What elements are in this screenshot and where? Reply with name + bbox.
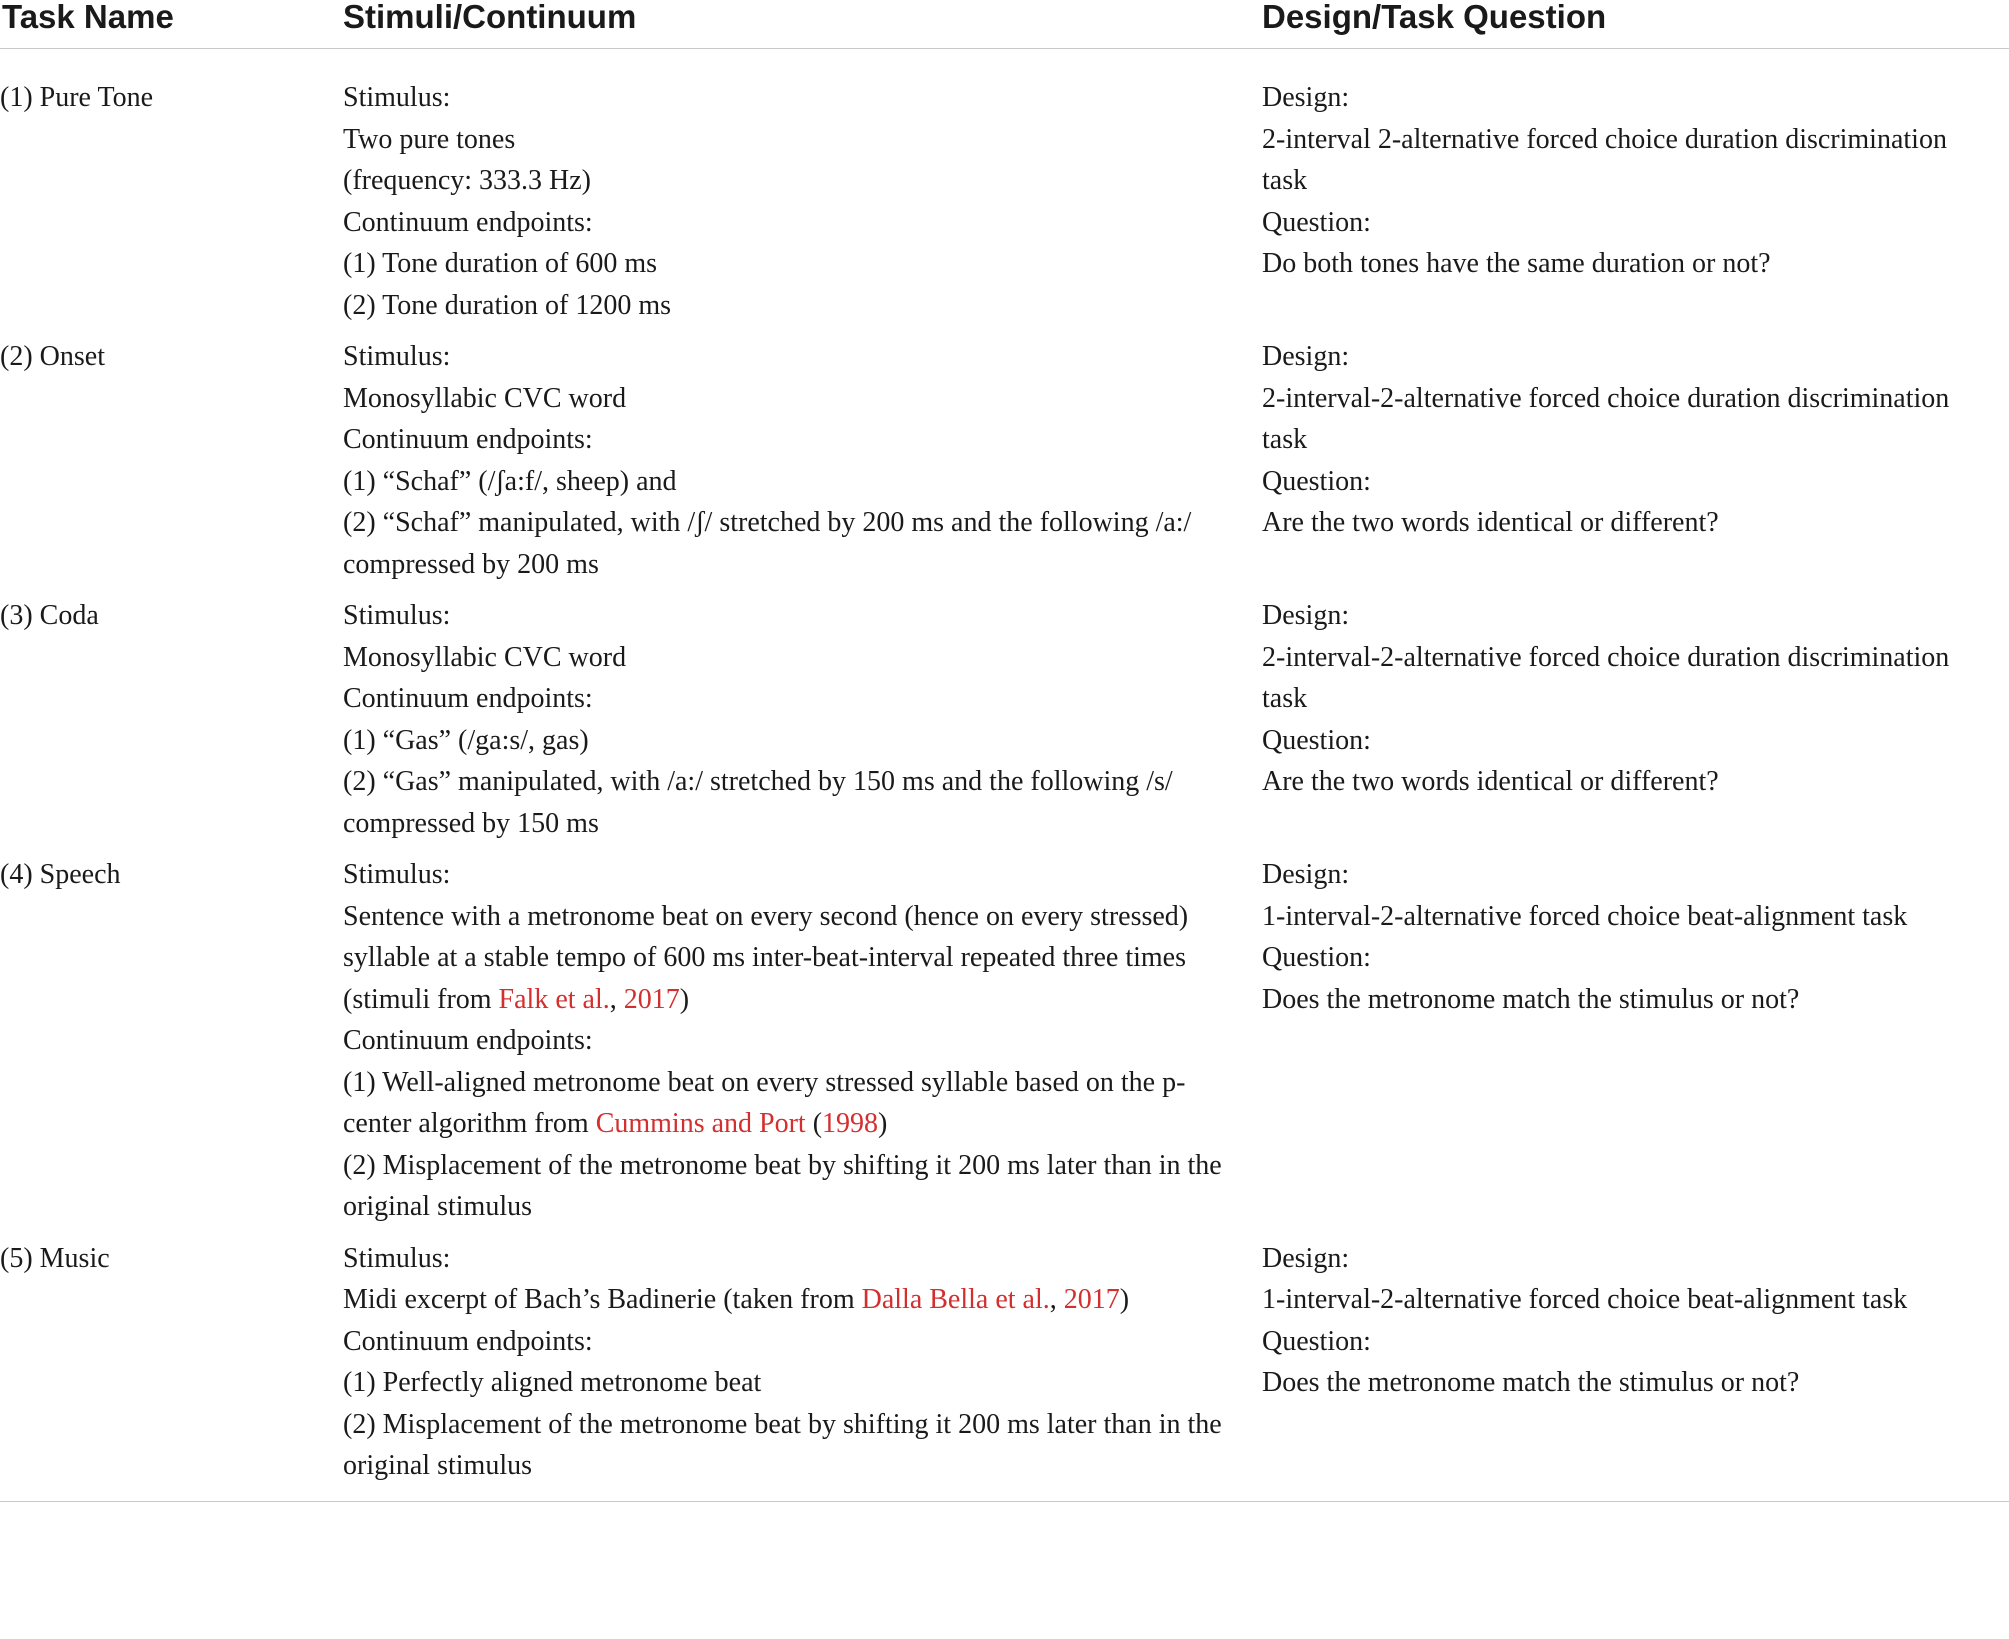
question-text: Does the metronome match the stimulus or not?: [1262, 1367, 1800, 1398]
question-label: Question:: [1262, 206, 1371, 238]
continuum-endpoint: (2) Tone duration of 1200 ms: [343, 289, 672, 321]
stimulus-text-part: ,: [1049, 1284, 1064, 1315]
task-name-cell: [0, 49, 343, 327]
design-cell: [1262, 49, 2009, 327]
task-name-cell: [0, 844, 343, 1228]
design-cell: [1262, 844, 2009, 1228]
question-label: Question:: [1262, 724, 1371, 756]
design-label: Design:: [1262, 859, 1350, 890]
stimulus-text: [343, 1279, 1222, 1321]
stimulus-label: Stimulus:: [343, 341, 451, 372]
continuum-endpoint: (1) “Schaf” (/ʃa:f/, sheep) and: [343, 465, 677, 497]
endpoint-text-part: ): [878, 1108, 888, 1139]
design-text: 2-interval 2-alternative forced choice duration discrimination task: [1262, 123, 1947, 196]
task-name-cell: [0, 585, 343, 844]
continuum-label: Continuum endpoints:: [343, 424, 593, 455]
question-text: Do both tones have the same duration or not?: [1262, 248, 1771, 279]
reference-link-falk[interactable]: Falk et al.: [498, 983, 610, 1015]
continuum-label: Continuum endpoints:: [343, 206, 593, 238]
header-row: [0, 0, 2009, 49]
stimulus-text-part: ,: [609, 983, 624, 1015]
endpoint-text-part: (1) Well-aligned metronome beat on every stressed syllable based on the p-center algorithm from: [343, 1066, 1186, 1139]
task-name: (3) Coda: [0, 600, 99, 631]
stimuli-cell: [343, 585, 1262, 844]
stimulus-label: Stimulus:: [343, 859, 451, 890]
continuum-endpoint: (1) Tone duration of 600 ms: [343, 248, 658, 279]
question-text: Are the two words identical or different?: [1262, 507, 1719, 538]
stimuli-cell: [343, 326, 1262, 585]
design-label: Design:: [1262, 1242, 1350, 1274]
stimuli-cell: [343, 1228, 1262, 1502]
header-stimuli-continuum: Stimuli/Continuum: [343, 0, 637, 35]
stimuli-cell: [343, 844, 1262, 1228]
continuum-endpoint: (2) Misplacement of the metronome beat by shifting it 200 ms later than in the original stimulus: [343, 1149, 1222, 1222]
task-name: (2) Onset: [0, 341, 105, 372]
endpoint-text-part: (: [805, 1108, 823, 1139]
continuum-endpoint: (2) Misplacement of the metronome beat by shifting it 200 ms later than in the original stimulus: [343, 1408, 1222, 1481]
table-row: [0, 1228, 2009, 1502]
design-cell: [1262, 1228, 2009, 1502]
continuum-endpoint: (2) “Gas” manipulated, with /a:/ stretched by 150 ms and the following /s/ compressed by 150 ms: [343, 766, 1173, 839]
stimulus-label: Stimulus:: [343, 82, 451, 113]
stimuli-cell: [343, 49, 1262, 327]
stimulus-text-part: Midi excerpt of Bach’s Badinerie (taken from: [343, 1284, 862, 1315]
design-text: 1-interval-2-alternative forced choice beat-alignment task: [1262, 1284, 1908, 1315]
question-text: Does the metronome match the stimulus or not?: [1262, 983, 1800, 1015]
continuum-endpoint: (1) “Gas” (/ga:s/, gas): [343, 724, 589, 756]
task-name: (5) Music: [0, 1242, 110, 1274]
table-row: [0, 49, 2009, 327]
stimulus-text-part: ): [1119, 1284, 1130, 1315]
question-label: Question:: [1262, 1325, 1371, 1357]
stimulus-text: Monosyllabic CVC word: [343, 382, 627, 414]
table-body: [0, 49, 2009, 1502]
task-name: (4) Speech: [0, 859, 121, 890]
stimulus-text: Monosyllabic CVC word: [343, 641, 627, 673]
task-name-cell: [0, 326, 343, 585]
stimulus-text-part: ): [679, 983, 690, 1015]
stimulus-text: (frequency: 333.3 Hz): [343, 165, 592, 196]
continuum-label: Continuum endpoints:: [343, 683, 593, 714]
stimulus-text: Two pure tones: [343, 123, 516, 155]
question-text: Are the two words identical or different?: [1262, 766, 1719, 797]
design-cell: [1262, 585, 2009, 844]
stimulus-label: Stimulus:: [343, 600, 451, 631]
reference-link-cummins-year[interactable]: 1998: [822, 1108, 879, 1139]
header-task-name: Task Name: [2, 0, 174, 35]
design-label: Design:: [1262, 341, 1350, 372]
design-text: 2-interval-2-alternative forced choice duration discrimination task: [1262, 641, 1950, 714]
reference-link-cummins[interactable]: Cummins and Port: [595, 1108, 806, 1139]
table-header: [0, 0, 2009, 49]
continuum-endpoint: [343, 1062, 1222, 1145]
reference-link-falk-year[interactable]: 2017: [623, 983, 680, 1015]
header-design-task-question: Design/Task Question: [1262, 0, 1607, 35]
design-text: 2-interval-2-alternative forced choice duration discrimination task: [1262, 382, 1950, 455]
question-label: Question:: [1262, 465, 1371, 497]
task-name: (1) Pure Tone: [0, 82, 154, 113]
continuum-endpoint: (2) “Schaf” manipulated, with /ʃ/ stretched by 200 ms and the following /a:/ compressed by 200 ms: [343, 507, 1192, 580]
design-cell: [1262, 326, 2009, 585]
continuum-endpoint: (1) Perfectly aligned metronome beat: [343, 1367, 762, 1398]
table-row: [0, 326, 2009, 585]
design-label: Design:: [1262, 600, 1350, 631]
question-label: Question:: [1262, 942, 1371, 973]
stimulus-label: Stimulus:: [343, 1242, 451, 1274]
task-name-cell: [0, 1228, 343, 1502]
design-label: Design:: [1262, 82, 1350, 113]
table-row: [0, 585, 2009, 844]
reference-link-dalla-bella[interactable]: Dalla Bella et al.: [861, 1284, 1050, 1315]
design-text: 1-interval-2-alternative forced choice beat-alignment task: [1262, 900, 1908, 932]
continuum-label: Continuum endpoints:: [343, 1025, 593, 1056]
continuum-label: Continuum endpoints:: [343, 1325, 593, 1357]
table-row: [0, 844, 2009, 1228]
stimulus-text: [343, 896, 1222, 1021]
reference-link-dalla-bella-year[interactable]: 2017: [1063, 1284, 1120, 1315]
stimulus-text-part: Sentence with a metronome beat on every second (hence on every stressed) syllable at a stable tempo of 600 ms inter-beat-interval repeated three times (stimuli from: [343, 900, 1189, 1015]
